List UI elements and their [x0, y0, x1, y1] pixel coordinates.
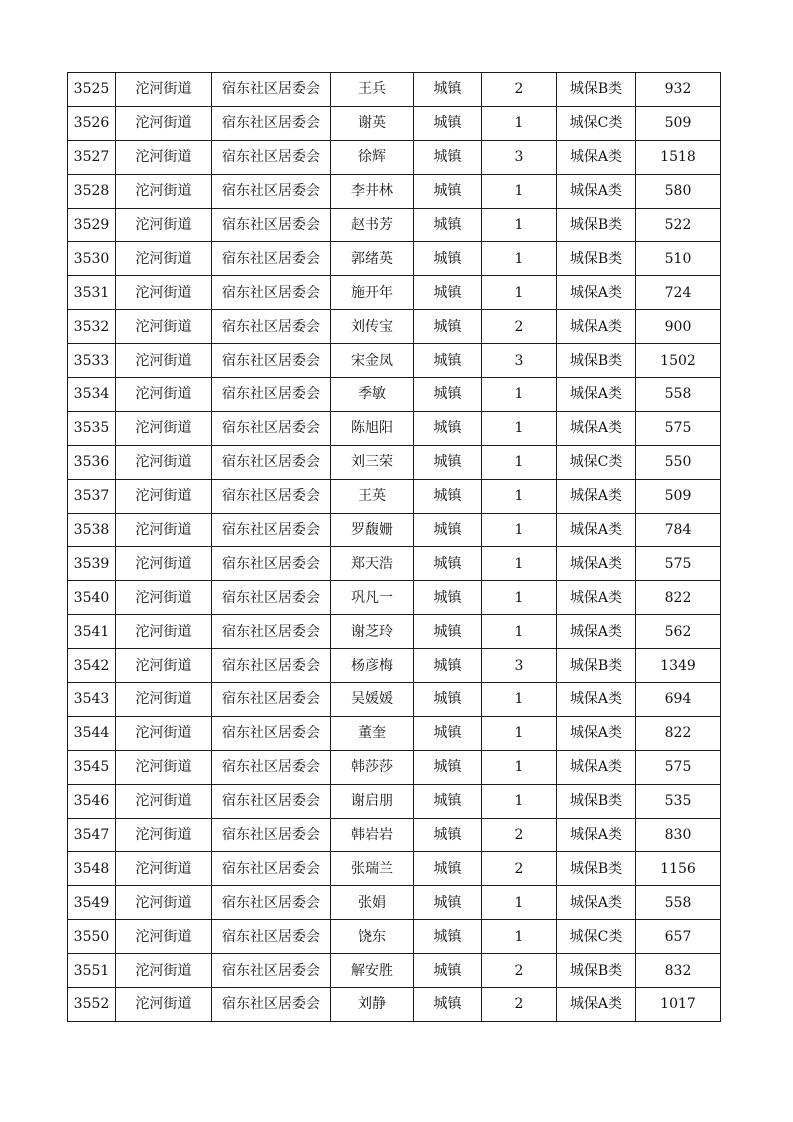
- name-cell: 施开年: [331, 276, 414, 310]
- household-type-cell: 城镇: [414, 208, 482, 242]
- household-size-cell: 1: [482, 208, 557, 242]
- assistance-category-cell: 城保A类: [557, 683, 636, 717]
- amount-cell: 830: [636, 818, 721, 852]
- serial-number-cell: 3548: [68, 852, 116, 886]
- household-size-cell: 1: [482, 920, 557, 954]
- assistance-category-cell: 城保A类: [557, 310, 636, 344]
- amount-cell: 1017: [636, 988, 721, 1022]
- amount-cell: 822: [636, 581, 721, 615]
- name-cell: 陈旭阳: [331, 411, 414, 445]
- amount-cell: 724: [636, 276, 721, 310]
- household-type-cell: 城镇: [414, 513, 482, 547]
- amount-cell: 522: [636, 208, 721, 242]
- amount-cell: 1502: [636, 344, 721, 378]
- amount-cell: 558: [636, 378, 721, 412]
- household-type-cell: 城镇: [414, 445, 482, 479]
- community-cell: 宿东社区居委会: [212, 954, 331, 988]
- name-cell: 杨彦梅: [331, 649, 414, 683]
- subdistrict-cell: 沱河街道: [116, 445, 212, 479]
- community-cell: 宿东社区居委会: [212, 818, 331, 852]
- household-size-cell: 1: [482, 106, 557, 140]
- serial-number-cell: 3542: [68, 649, 116, 683]
- name-cell: 王兵: [331, 73, 414, 107]
- serial-number-cell: 3551: [68, 954, 116, 988]
- community-cell: 宿东社区居委会: [212, 886, 331, 920]
- assistance-category-cell: 城保B类: [557, 242, 636, 276]
- name-cell: 王英: [331, 479, 414, 513]
- table-row: [68, 886, 721, 920]
- table-row: [68, 615, 721, 649]
- assistance-category-cell: 城保B类: [557, 784, 636, 818]
- household-size-cell: 2: [482, 852, 557, 886]
- table-row: [68, 920, 721, 954]
- community-cell: 宿东社区居委会: [212, 445, 331, 479]
- household-type-cell: 城镇: [414, 174, 482, 208]
- household-type-cell: 城镇: [414, 276, 482, 310]
- assistance-category-cell: 城保A类: [557, 818, 636, 852]
- table-row: [68, 852, 721, 886]
- household-size-cell: 1: [482, 547, 557, 581]
- household-size-cell: 2: [482, 310, 557, 344]
- assistance-category-cell: 城保A类: [557, 276, 636, 310]
- serial-number-cell: 3525: [68, 73, 116, 107]
- subdistrict-cell: 沱河街道: [116, 784, 212, 818]
- table-row: [68, 242, 721, 276]
- table-row: [68, 208, 721, 242]
- assistance-category-cell: 城保B类: [557, 649, 636, 683]
- serial-number-cell: 3529: [68, 208, 116, 242]
- household-size-cell: 1: [482, 378, 557, 412]
- serial-number-cell: 3536: [68, 445, 116, 479]
- assistance-category-cell: 城保B类: [557, 73, 636, 107]
- subdistrict-cell: 沱河街道: [116, 344, 212, 378]
- household-type-cell: 城镇: [414, 649, 482, 683]
- community-cell: 宿东社区居委会: [212, 73, 331, 107]
- serial-number-cell: 3539: [68, 547, 116, 581]
- subdistrict-cell: 沱河街道: [116, 242, 212, 276]
- serial-number-cell: 3533: [68, 344, 116, 378]
- amount-cell: 509: [636, 106, 721, 140]
- household-size-cell: 1: [482, 784, 557, 818]
- amount-cell: 558: [636, 886, 721, 920]
- serial-number-cell: 3550: [68, 920, 116, 954]
- household-type-cell: 城镇: [414, 344, 482, 378]
- table-row: [68, 479, 721, 513]
- roster-table: [67, 72, 721, 1022]
- amount-cell: 657: [636, 920, 721, 954]
- assistance-category-cell: 城保B类: [557, 852, 636, 886]
- subdistrict-cell: 沱河街道: [116, 988, 212, 1022]
- name-cell: 刘三荣: [331, 445, 414, 479]
- household-size-cell: 2: [482, 954, 557, 988]
- subdistrict-cell: 沱河街道: [116, 886, 212, 920]
- serial-number-cell: 3527: [68, 140, 116, 174]
- amount-cell: 694: [636, 683, 721, 717]
- table-row: [68, 310, 721, 344]
- table-row: [68, 581, 721, 615]
- subdistrict-cell: 沱河街道: [116, 750, 212, 784]
- household-type-cell: 城镇: [414, 852, 482, 886]
- serial-number-cell: 3528: [68, 174, 116, 208]
- subdistrict-cell: 沱河街道: [116, 140, 212, 174]
- household-size-cell: 1: [482, 750, 557, 784]
- table-row: [68, 106, 721, 140]
- community-cell: 宿东社区居委会: [212, 683, 331, 717]
- community-cell: 宿东社区居委会: [212, 784, 331, 818]
- table-row: [68, 513, 721, 547]
- name-cell: 解安胜: [331, 954, 414, 988]
- household-size-cell: 2: [482, 988, 557, 1022]
- household-type-cell: 城镇: [414, 73, 482, 107]
- amount-cell: 932: [636, 73, 721, 107]
- household-size-cell: 1: [482, 174, 557, 208]
- assistance-category-cell: 城保A类: [557, 615, 636, 649]
- table-row: [68, 140, 721, 174]
- table-row: [68, 954, 721, 988]
- household-type-cell: 城镇: [414, 716, 482, 750]
- community-cell: 宿东社区居委会: [212, 276, 331, 310]
- household-type-cell: 城镇: [414, 615, 482, 649]
- community-cell: 宿东社区居委会: [212, 242, 331, 276]
- assistance-category-cell: 城保A类: [557, 988, 636, 1022]
- household-size-cell: 1: [482, 276, 557, 310]
- subdistrict-cell: 沱河街道: [116, 513, 212, 547]
- subdistrict-cell: 沱河街道: [116, 547, 212, 581]
- name-cell: 韩莎莎: [331, 750, 414, 784]
- amount-cell: 1156: [636, 852, 721, 886]
- subdistrict-cell: 沱河街道: [116, 920, 212, 954]
- table-row: [68, 750, 721, 784]
- household-size-cell: 1: [482, 445, 557, 479]
- table-row: [68, 547, 721, 581]
- assistance-category-cell: 城保A类: [557, 140, 636, 174]
- table-row: [68, 378, 721, 412]
- name-cell: 谢启朋: [331, 784, 414, 818]
- community-cell: 宿东社区居委会: [212, 411, 331, 445]
- subdistrict-cell: 沱河街道: [116, 310, 212, 344]
- table-row: [68, 276, 721, 310]
- subdistrict-cell: 沱河街道: [116, 954, 212, 988]
- amount-cell: 509: [636, 479, 721, 513]
- assistance-category-cell: 城保A类: [557, 378, 636, 412]
- household-type-cell: 城镇: [414, 411, 482, 445]
- subdistrict-cell: 沱河街道: [116, 378, 212, 412]
- serial-number-cell: 3537: [68, 479, 116, 513]
- table-row: [68, 174, 721, 208]
- subdistrict-cell: 沱河街道: [116, 683, 212, 717]
- name-cell: 郭绪英: [331, 242, 414, 276]
- assistance-category-cell: 城保C类: [557, 106, 636, 140]
- amount-cell: 784: [636, 513, 721, 547]
- assistance-category-cell: 城保C类: [557, 920, 636, 954]
- serial-number-cell: 3532: [68, 310, 116, 344]
- subdistrict-cell: 沱河街道: [116, 581, 212, 615]
- assistance-category-cell: 城保A类: [557, 886, 636, 920]
- household-size-cell: 1: [482, 615, 557, 649]
- table-row: [68, 683, 721, 717]
- household-type-cell: 城镇: [414, 378, 482, 412]
- subdistrict-cell: 沱河街道: [116, 276, 212, 310]
- name-cell: 张娟: [331, 886, 414, 920]
- household-size-cell: 1: [482, 411, 557, 445]
- household-size-cell: 2: [482, 73, 557, 107]
- table-row: [68, 411, 721, 445]
- serial-number-cell: 3526: [68, 106, 116, 140]
- serial-number-cell: 3545: [68, 750, 116, 784]
- serial-number-cell: 3538: [68, 513, 116, 547]
- household-type-cell: 城镇: [414, 310, 482, 344]
- household-type-cell: 城镇: [414, 750, 482, 784]
- name-cell: 巩凡一: [331, 581, 414, 615]
- name-cell: 徐辉: [331, 140, 414, 174]
- assistance-category-cell: 城保B类: [557, 344, 636, 378]
- household-size-cell: 1: [482, 581, 557, 615]
- subdistrict-cell: 沱河街道: [116, 208, 212, 242]
- name-cell: 董奎: [331, 716, 414, 750]
- amount-cell: 900: [636, 310, 721, 344]
- roster-table-body: [68, 73, 721, 1022]
- subdistrict-cell: 沱河街道: [116, 716, 212, 750]
- serial-number-cell: 3546: [68, 784, 116, 818]
- assistance-category-cell: 城保B类: [557, 954, 636, 988]
- household-type-cell: 城镇: [414, 886, 482, 920]
- household-type-cell: 城镇: [414, 479, 482, 513]
- assistance-category-cell: 城保A类: [557, 174, 636, 208]
- serial-number-cell: 3543: [68, 683, 116, 717]
- name-cell: 刘传宝: [331, 310, 414, 344]
- table-row: [68, 784, 721, 818]
- amount-cell: 562: [636, 615, 721, 649]
- assistance-category-cell: 城保A类: [557, 581, 636, 615]
- household-size-cell: 3: [482, 649, 557, 683]
- household-type-cell: 城镇: [414, 581, 482, 615]
- serial-number-cell: 3549: [68, 886, 116, 920]
- table-row: [68, 649, 721, 683]
- household-type-cell: 城镇: [414, 106, 482, 140]
- household-type-cell: 城镇: [414, 954, 482, 988]
- community-cell: 宿东社区居委会: [212, 750, 331, 784]
- household-type-cell: 城镇: [414, 818, 482, 852]
- serial-number-cell: 3535: [68, 411, 116, 445]
- community-cell: 宿东社区居委会: [212, 581, 331, 615]
- amount-cell: 580: [636, 174, 721, 208]
- amount-cell: 575: [636, 547, 721, 581]
- household-type-cell: 城镇: [414, 988, 482, 1022]
- household-type-cell: 城镇: [414, 920, 482, 954]
- subdistrict-cell: 沱河街道: [116, 106, 212, 140]
- table-row: [68, 818, 721, 852]
- serial-number-cell: 3547: [68, 818, 116, 852]
- amount-cell: 535: [636, 784, 721, 818]
- community-cell: 宿东社区居委会: [212, 310, 331, 344]
- subdistrict-cell: 沱河街道: [116, 649, 212, 683]
- community-cell: 宿东社区居委会: [212, 649, 331, 683]
- household-size-cell: 1: [482, 242, 557, 276]
- community-cell: 宿东社区居委会: [212, 513, 331, 547]
- community-cell: 宿东社区居委会: [212, 615, 331, 649]
- assistance-category-cell: 城保B类: [557, 208, 636, 242]
- subdistrict-cell: 沱河街道: [116, 615, 212, 649]
- amount-cell: 510: [636, 242, 721, 276]
- household-type-cell: 城镇: [414, 547, 482, 581]
- assistance-category-cell: 城保A类: [557, 513, 636, 547]
- assistance-category-cell: 城保A类: [557, 716, 636, 750]
- household-type-cell: 城镇: [414, 140, 482, 174]
- household-size-cell: 2: [482, 818, 557, 852]
- table-row: [68, 73, 721, 107]
- name-cell: 饶东: [331, 920, 414, 954]
- community-cell: 宿东社区居委会: [212, 208, 331, 242]
- assistance-category-cell: 城保A类: [557, 411, 636, 445]
- serial-number-cell: 3552: [68, 988, 116, 1022]
- serial-number-cell: 3541: [68, 615, 116, 649]
- household-type-cell: 城镇: [414, 683, 482, 717]
- household-size-cell: 1: [482, 886, 557, 920]
- community-cell: 宿东社区居委会: [212, 547, 331, 581]
- subdistrict-cell: 沱河街道: [116, 411, 212, 445]
- subdistrict-cell: 沱河街道: [116, 479, 212, 513]
- amount-cell: 1349: [636, 649, 721, 683]
- household-size-cell: 1: [482, 513, 557, 547]
- name-cell: 刘静: [331, 988, 414, 1022]
- community-cell: 宿东社区居委会: [212, 988, 331, 1022]
- name-cell: 韩岩岩: [331, 818, 414, 852]
- household-size-cell: 1: [482, 479, 557, 513]
- name-cell: 李井林: [331, 174, 414, 208]
- serial-number-cell: 3534: [68, 378, 116, 412]
- table-row: [68, 716, 721, 750]
- table-row: [68, 445, 721, 479]
- subdistrict-cell: 沱河街道: [116, 73, 212, 107]
- table-row: [68, 988, 721, 1022]
- community-cell: 宿东社区居委会: [212, 140, 331, 174]
- community-cell: 宿东社区居委会: [212, 479, 331, 513]
- household-type-cell: 城镇: [414, 242, 482, 276]
- name-cell: 谢芝玲: [331, 615, 414, 649]
- subdistrict-cell: 沱河街道: [116, 852, 212, 886]
- assistance-category-cell: 城保A类: [557, 750, 636, 784]
- serial-number-cell: 3531: [68, 276, 116, 310]
- amount-cell: 575: [636, 750, 721, 784]
- subdistrict-cell: 沱河街道: [116, 174, 212, 208]
- community-cell: 宿东社区居委会: [212, 852, 331, 886]
- name-cell: 季敏: [331, 378, 414, 412]
- community-cell: 宿东社区居委会: [212, 716, 331, 750]
- name-cell: 赵书芳: [331, 208, 414, 242]
- community-cell: 宿东社区居委会: [212, 344, 331, 378]
- serial-number-cell: 3540: [68, 581, 116, 615]
- table-row: [68, 344, 721, 378]
- serial-number-cell: 3530: [68, 242, 116, 276]
- amount-cell: 1518: [636, 140, 721, 174]
- name-cell: 吴媛媛: [331, 683, 414, 717]
- name-cell: 郑天浩: [331, 547, 414, 581]
- assistance-category-cell: 城保A类: [557, 547, 636, 581]
- assistance-category-cell: 城保C类: [557, 445, 636, 479]
- community-cell: 宿东社区居委会: [212, 920, 331, 954]
- name-cell: 张瑞兰: [331, 852, 414, 886]
- amount-cell: 822: [636, 716, 721, 750]
- household-size-cell: 3: [482, 344, 557, 378]
- name-cell: 罗馥姗: [331, 513, 414, 547]
- community-cell: 宿东社区居委会: [212, 106, 331, 140]
- household-size-cell: 1: [482, 683, 557, 717]
- amount-cell: 832: [636, 954, 721, 988]
- community-cell: 宿东社区居委会: [212, 174, 331, 208]
- household-size-cell: 1: [482, 716, 557, 750]
- community-cell: 宿东社区居委会: [212, 378, 331, 412]
- amount-cell: 550: [636, 445, 721, 479]
- amount-cell: 575: [636, 411, 721, 445]
- name-cell: 宋金凤: [331, 344, 414, 378]
- assistance-category-cell: 城保A类: [557, 479, 636, 513]
- subdistrict-cell: 沱河街道: [116, 818, 212, 852]
- household-type-cell: 城镇: [414, 784, 482, 818]
- household-size-cell: 3: [482, 140, 557, 174]
- name-cell: 谢英: [331, 106, 414, 140]
- serial-number-cell: 3544: [68, 716, 116, 750]
